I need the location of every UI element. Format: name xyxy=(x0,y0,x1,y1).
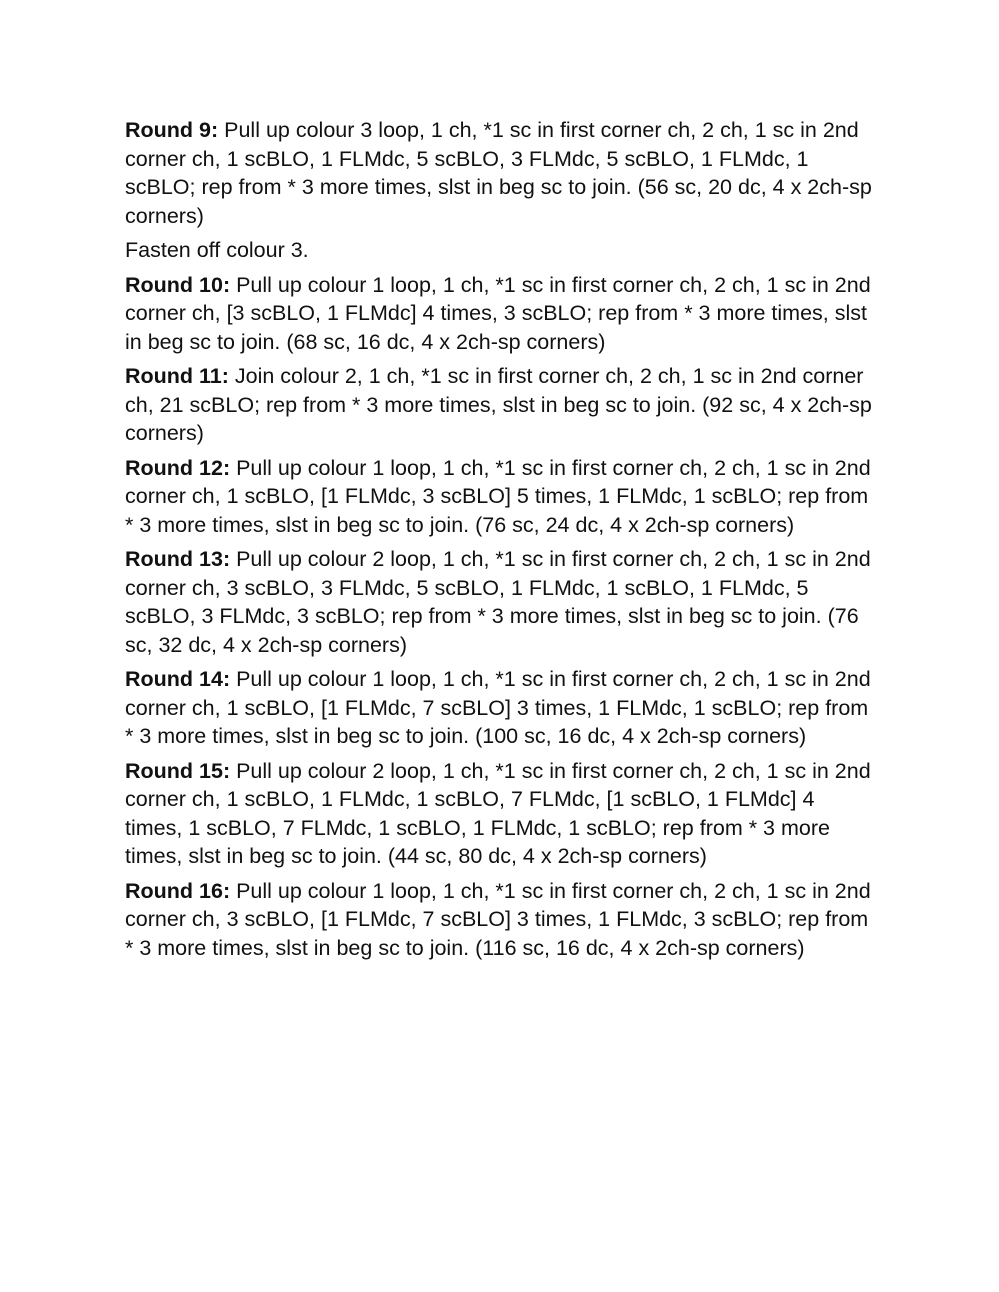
round-9-text: Pull up colour 3 loop, 1 ch, *1 sc in first corner ch, 2 ch, 1 sc in 2nd corner ch, 1 scBLO, 1 FLMdc, 5 scBLO, 3 FLMdc, 5 scBLO, 1 FLMdc, 1 scBLO; rep from * 3 more times, slst in beg sc to join. (56 sc, 20 dc, 4 x 2ch-sp corners) xyxy=(125,118,872,228)
round-12-text: Pull up colour 1 loop, 1 ch, *1 sc in first corner ch, 2 ch, 1 sc in 2nd corner ch, 1 scBLO, [1 FLMdc, 3 scBLO] 5 times, 1 FLMdc, 1 scBLO; rep from * 3 more times, slst in beg sc to join. (76 sc, 24 dc, 4 x 2ch-sp corners) xyxy=(125,455,871,537)
round-10-text: Pull up colour 1 loop, 1 ch, *1 sc in first corner ch, 2 ch, 1 sc in 2nd corner ch, [3 scBLO, 1 FLMdc] 4 times, 3 scBLO; rep from * 3 more times, slst in beg sc to join. (68 sc, 16 dc, 4 x 2ch-sp corners) xyxy=(125,272,871,354)
round-11-label: Round 11: xyxy=(125,364,229,388)
round-13-text: Pull up colour 2 loop, 1 ch, *1 sc in first corner ch, 2 ch, 1 sc in 2nd corner ch, 3 scBLO, 3 FLMdc, 5 scBLO, 1 FLMdc, 1 scBLO, 1 FLMdc, 5 scBLO, 3 FLMdc, 3 scBLO; rep from * 3 more times, slst in beg sc to join. (76 sc, 32 dc, 4 x 2ch-sp corners) xyxy=(125,547,871,657)
round-13-label: Round 13: xyxy=(125,547,231,571)
round-12-label: Round 12: xyxy=(125,455,231,480)
round-14-label: Round 14: xyxy=(125,667,231,691)
round-9-label: Round 9: xyxy=(125,118,219,142)
round-11-paragraph xyxy=(125,362,877,448)
round-16-text: Pull up colour 1 loop, 1 ch, *1 sc in first corner ch, 2 ch, 1 sc in 2nd corner ch, 3 scBLO, [1 FLMdc, 7 scBLO] 3 times, 1 FLMdc, 3 scBLO; rep from * 3 more times, slst in beg sc to join. (116 sc, 16 dc, 4 x 2ch-sp corners) xyxy=(125,878,871,960)
round-15-label: Round 15: xyxy=(125,758,231,783)
round-14-text: Pull up colour 1 loop, 1 ch, *1 sc in first corner ch, 2 ch, 1 sc in 2nd corner ch, 1 scBLO, [1 FLMdc, 7 scBLO] 3 times, 1 FLMdc, 1 scBLO; rep from * 3 more times, slst in beg sc to join. (100 sc, 16 dc, 4 x 2ch-sp corners) xyxy=(125,667,871,748)
round-13-paragraph xyxy=(125,545,877,659)
round-16-paragraph xyxy=(125,877,877,963)
round-11-text: Join colour 2, 1 ch, *1 sc in first corner ch, 2 ch, 1 sc in 2nd corner ch, 21 scBLO; rep from * 3 more times, slst in beg sc to join. (92 sc, 4 x 2ch-sp corners) xyxy=(125,364,872,445)
round-15-text: Pull up colour 2 loop, 1 ch, *1 sc in first corner ch, 2 ch, 1 sc in 2nd corner ch, 1 scBLO, 1 FLMdc, 1 scBLO, 7 FLMdc, [1 scBLO, 1 FLMdc] 4 times, 1 scBLO, 7 FLMdc, 1 scBLO, 1 FLMdc, 1 scBLO; rep from * 3 more times, slst in beg sc to join. (44 sc, 80 dc, 4 x 2ch-sp corners) xyxy=(125,758,871,868)
round-16-label: Round 16: xyxy=(125,878,231,903)
fasten-off-paragraph: Fasten off colour 3. xyxy=(125,238,309,262)
document-page xyxy=(125,116,877,968)
round-15-paragraph xyxy=(125,757,877,871)
round-12-paragraph xyxy=(125,454,877,540)
round-10-paragraph xyxy=(125,271,877,357)
round-14-paragraph xyxy=(125,665,877,751)
round-10-label: Round 10: xyxy=(125,272,231,297)
round-9-paragraph xyxy=(125,116,877,230)
